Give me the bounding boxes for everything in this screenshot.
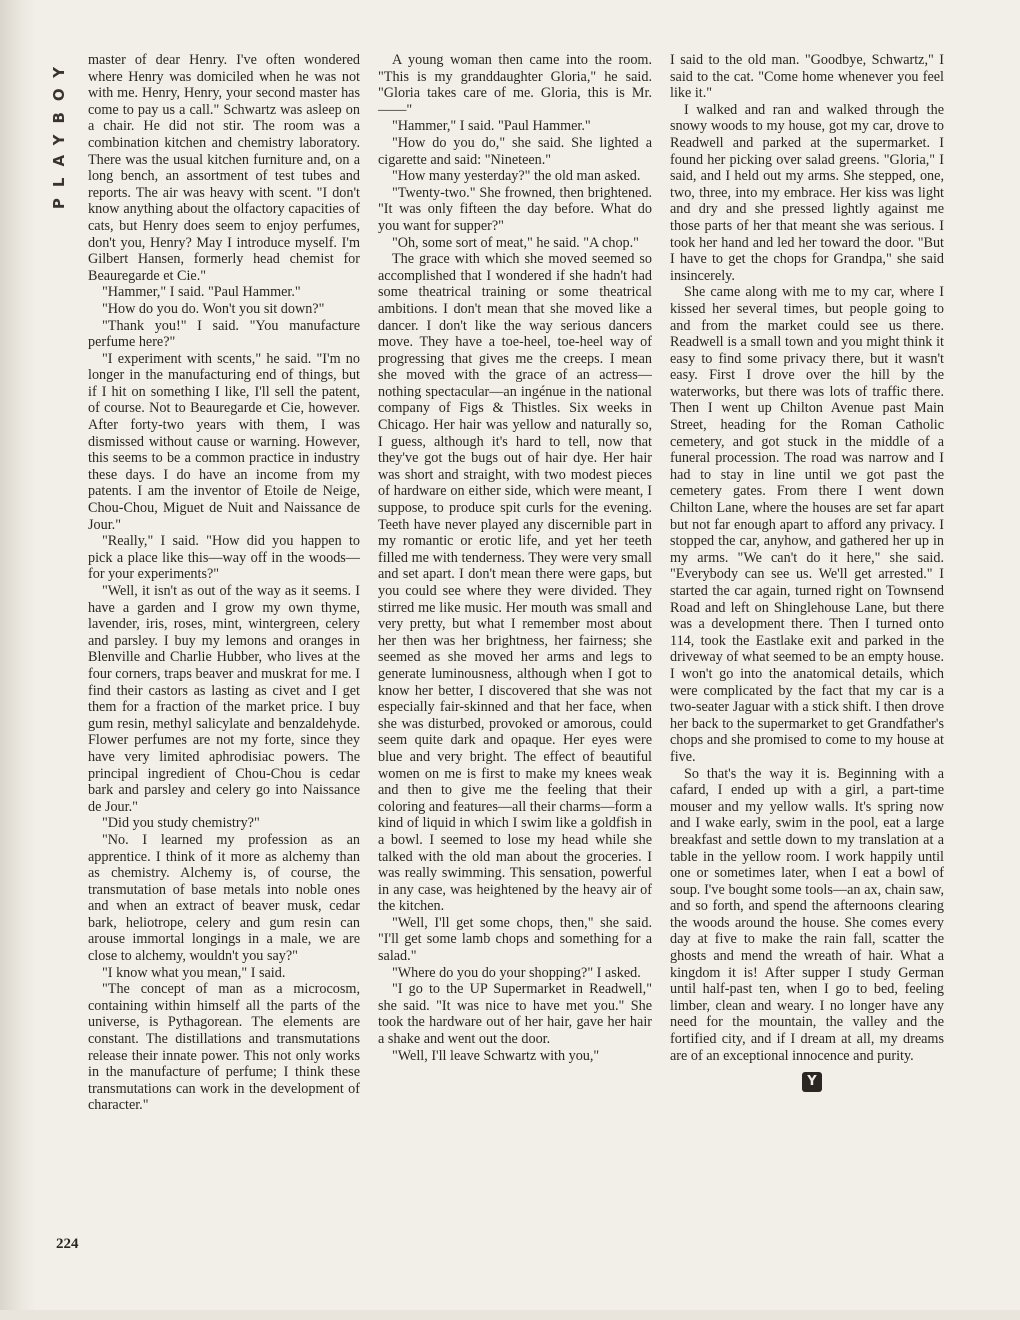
- paragraph: "I know what you mean," I said.: [102, 964, 286, 981]
- paragraph: "How do you do," she said. She lighted a cigarette and said: "Nineteen.": [378, 134, 652, 168]
- paragraph: master of dear Henry. I've often wondered where Henry was domiciled when he was not with me. Henry, Henry, your second master has come to pay us a call." Schwartz was asleep on a chair. He did not stir. The room was a combination kitchen and chemistry laboratory. There was the usual kitchen furniture and, on a long bench, an assortment of test tubes and reports. The air was heavy with scent. "I don't know anything about the olfactory capacities of cats, but Henry does seem to enjoy perfumes, don't you, Henry? May I introduce myself. I'm Gilbert Hansen, formerly head chemist for Beauregarde et Cie.": [88, 52, 360, 284]
- paragraph: "Hammer," I said. "Paul Hammer.": [392, 118, 591, 135]
- magazine-name-running-head: PLAYBOY: [50, 56, 68, 210]
- paragraph: "Well, I'll leave Schwartz with you,": [392, 1047, 600, 1064]
- paragraph: "Did you study chemistry?": [102, 815, 260, 832]
- text-column-2: [378, 52, 652, 1064]
- paragraph: "How many yesterday?" the old man asked.: [392, 168, 641, 185]
- paragraph: "Thank you!" I said. "You manufacture perfume here?": [88, 317, 360, 351]
- page-bottom-edge: [0, 1310, 1020, 1320]
- paragraph: "Really," I said. "How did you happen to pick a place like this—way off in the woods—for your experiments?": [88, 533, 360, 583]
- paragraph: So that's the way it is. Beginning with a cafard, I ended up with a girl, a part-time mouser and my yellow walls. It's spring now and I wake early, swim in the pool, eat a large breakfast and settle down to my translation at a table in the yellow room. I work happily until one or sometimes later, when I eat a bowl of soup. I've bought some tools—an ax, chain saw, and so forth, and spend the afternoons clearing the woods around the house. She comes every day at five to make the rain fall, scatter the ghosts and mend the wreath of hair. What a kingdom it is! After supper I study German until half-past ten, when I go to bed, feeling limber, clean and weary. I no longer have any need for the mountain, the valley and the fortified city, and if I dream at all, my dreams are of an exceptional innocence and purity.: [670, 765, 944, 1064]
- paragraph: "Hammer," I said. "Paul Hammer.": [102, 284, 301, 301]
- paragraph: I walked and ran and walked through the snowy woods to my house, got my car, drove to Readwell and parked at the supermarket. I found her picking over salad greens. "Gloria," I said, and I held out my arms. She stepped, one, two, three, into my embrace. Her kiss was light and dry and she pressed lightly against me those parts of her that meant she was serious. I took her hand and led her toward the door. "But I have to get the chops for Grandpa," she said insincerely.: [670, 101, 944, 284]
- page-number: 224: [56, 1236, 79, 1252]
- paragraph: "Well, it isn't as out of the way as it seems. I have a garden and I grow my own thyme, lavender, iris, roses, mint, wintergreen, celery and parsley. I buy my lemons and oranges in Blenville and Charlie Hubber, who lives at the four corners, traps beaver and muskrat for me. I find their castors as lasting as civet and I get them for a fraction of the market price. I buy gum resin, methyl salicylate and benzaldehyde. Flower perfumes are not my forte, since they have very limited aphrodisiac powers. The principal ingredient of Chou-Chou is cedar bark and parsley and celery go into Naissance de Jour.": [88, 583, 360, 815]
- paragraph: I said to the old man. "Goodbye, Schwartz," I said to the cat. "Come home whenever you feel like it.": [670, 52, 944, 102]
- paragraph: A young woman then came into the room. "This is my granddaughter Gloria," he said. "Gloria takes care of me. Gloria, this is Mr.——": [378, 52, 652, 118]
- paragraph: "How do you do. Won't you sit down?": [102, 300, 325, 317]
- end-of-story-icon: Y: [802, 1072, 822, 1092]
- paragraph: She came along with me to my car, where I kissed her several times, but people going to and from the market could see us there. Readwell is a small town and you might think it easy to find some privacy there, but it wasn't easy. First I drove over the hill by the waterworks, but there was lots of traffic there. Then I went up Chilton Avenue past Main Street, heading for the Roman Catholic cemetery, and got stuck in the middle of a funeral procession. The road was narrow and I had to stay in line until we got past the cemetery gates. From there I went down Chilton Lane, where the houses are set far apart but not far enough apart to afford any privacy. I stopped the car, anyhow, and gathered her up in my arms. "We can't do it here," she said. "Everybody can see us. We'll get arrested." I started the car again, turned right on Townsend Road and left on Shinglehouse Lane, but there was a development there. Then I turned onto 114, took the Eastlake exit and parked in the driveway of what seemed to be an empty house. I won't go into the anatomical details, which were complicated by the fact that my car is a two-seater Jaguar with a stick shift. I then drove her back to the supermarket to get Grandfather's chops and she promised to come to my house at five.: [670, 284, 944, 765]
- paragraph: The grace with which she moved seemed so accomplished that I wondered if she hadn't had some theatrical training or some theatrical ambitions. I don't mean that she moved like a dancer. I don't like the way serious dancers move. They have a toe-heel, toe-heel way of progressing that gives me the creeps. I mean she moved with the grace of an actress—nothing spectacular—an ingénue in the national company of Figs & Thistles. Six weeks in Chicago. Her hair was yellow and naturally so, I guess, although it's hard to tell, now that they've got the bugs out of hair dye. Her hair was short and straight, with two modest pieces of hardware on either side, which were meant, I suppose, to produce spit curls for the evening. Teeth have never played any discernible part in my romantic or erotic life, and yet her teeth filled me with tenderness. They were very small and set apart. I don't mean there were gaps, but you could see where they were divided. They stirred me like music. Her mouth was small and very pretty, but what I remember most about her then was her brightness, her fairness; she seemed as she moved her arms and legs to generate luminousness, although when I got to know her better, I discovered that she was not especially fair-skinned and that her face, when she was disturbed, provoked or amorous, could seem quite dark and opaque. Her eyes were blue and very bright. The effect of beautiful women on me is first to make my knees weak and then to give me the feeling that their coloring and features—all their charms—form a kind of liquid in which I swim like a goldfish in a bowl. I seemed to lose my head while she talked with the old man about the groceries. I was really swimming. This sensation, powerful in any case, was heightened by the heavy air of the kitchen.: [378, 251, 652, 915]
- paragraph: "Well, I'll get some chops, then," she said. "I'll get some lamb chops and something for a salad.": [378, 914, 652, 965]
- paragraph: "No. I learned my profession as an apprentice. I think of it more as alchemy than as chemistry. Alchemy is, of course, the transmutation of base metals into noble ones and when an extract of beaver musk, cedar bark, heliotrope, celery and gum resin can arouse immortal longings in a male, we are close to alchemy, wouldn't you say?": [88, 831, 360, 965]
- text-column-1: [88, 52, 360, 1114]
- text-column-3: [670, 52, 944, 1092]
- paragraph: "The concept of man as a microcosm, containing within himself all the parts of the universe, is Pythagorean. The elements are constant. The distillations and transmutations release their innate power. This not only works in the manufacture of perfume; I think these transmutations can work in the development of character.": [88, 981, 360, 1114]
- page-gutter-shadow: [0, 0, 36, 1320]
- paragraph: "I go to the UP Supermarket in Readwell," she said. "It was nice to have met you." She took the hardware out of her hair, gave her hair a shake and went out the door.: [378, 981, 652, 1048]
- paragraph: "Where do you do your shopping?" I asked.: [392, 964, 641, 981]
- paragraph: "Twenty-two." She frowned, then brightened. "It was only fifteen the day before. What do you want for supper?": [378, 184, 652, 234]
- paragraph: "I experiment with scents," he said. "I'm no longer in the manufacturing end of things, but if I hit on something I like, I'll sell the patent, of course. Not to Beauregarde et Cie, however. After forty-two years with them, I was dismissed without cause or warning. However, this seems to be a common practice in industry these days. I do have an income from my patents. I am the inventor of Etoile de Neige, Chou-Chou, Miguet de Nuit and Naissance de Jour.": [88, 350, 360, 533]
- paragraph: "Oh, some sort of meat," he said. "A chop.": [392, 234, 639, 251]
